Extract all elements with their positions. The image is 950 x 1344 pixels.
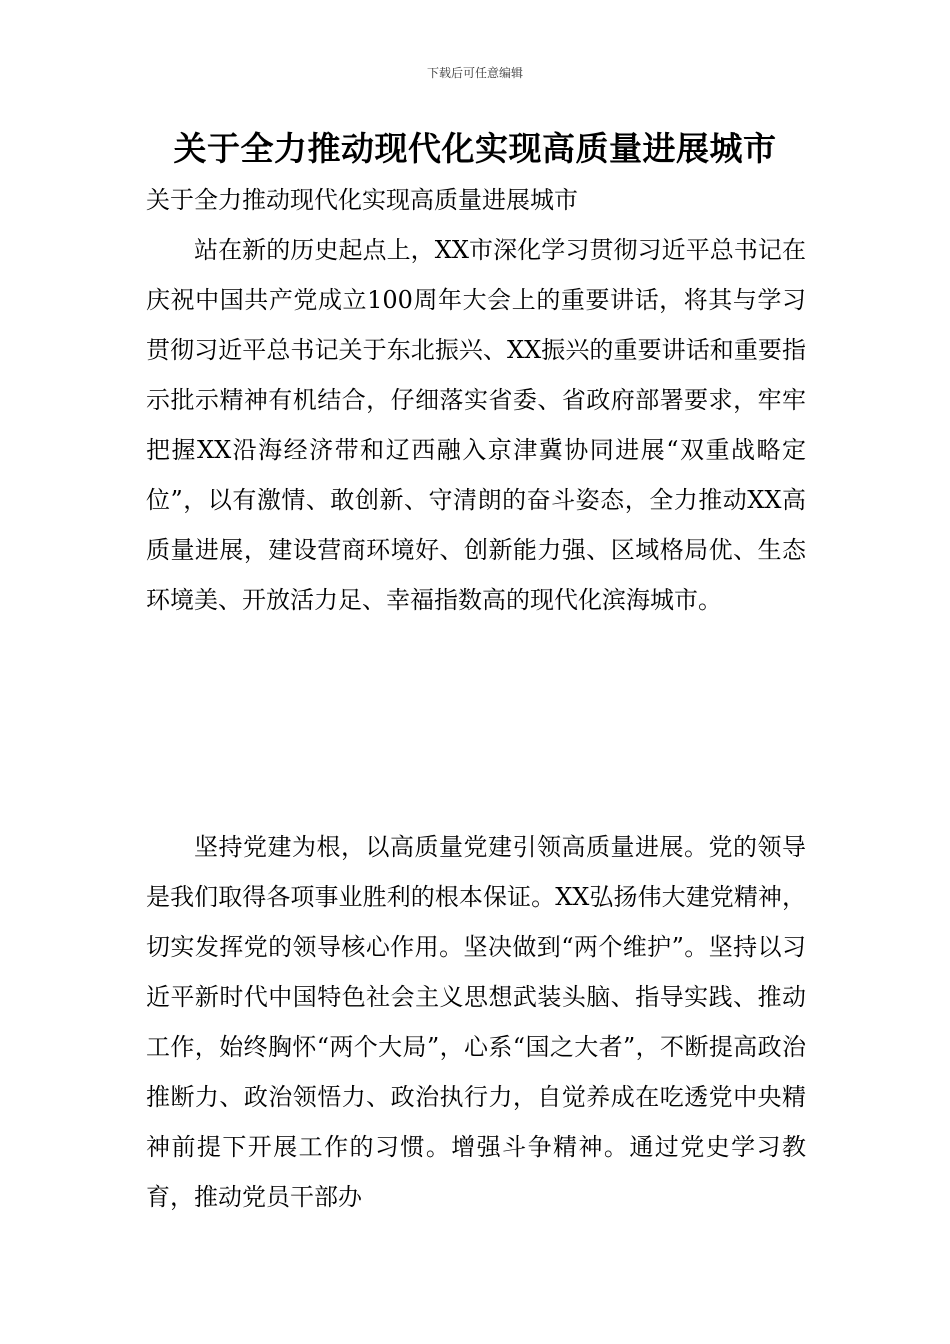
body-paragraph-1: 站在新的历史起点上，XX市深化学习贯彻习近平总书记在庆祝中国共产党成立100周年大会上的重要讲话，将其与学习贯彻习近平总书记关于东北振兴、XX振兴的重要讲话和重要指示批示精神有机结合，仔细落实省委、省政府部署要求，牢牢把握XX沿海经济带和辽西融入京津冀协同进展“双重战略定位”，以有激情、敢创新、守清朗的奋斗姿态，全力推动XX高质量进展，建设营商环境好、创新能力强、区域格局优、生态环境美、开放活力足、幸福指数高的现代化滨海城市。: [146, 236, 806, 614]
header-note: 下载后可任意编辑: [426, 66, 523, 80]
document-subtitle: 关于全力推动现代化实现高质量进展城市: [146, 186, 578, 214]
document-title: 关于全力推动现代化实现高质量进展城市: [173, 129, 777, 168]
body-paragraph-2: 坚持党建为根，以高质量党建引领高质量进展。党的领导是我们取得各项事业胜利的根本保证。XX弘扬伟大建党精神，切实发挥党的领导核心作用。坚决做到“两个维护”。坚持以习近平新时代中国特色社会主义思想武装头脑、指导实践、推动工作，始终胸怀“两个大局”，心系“国之大者”，不断提高政治推断力、政治领悟力、政治执行力，自觉养成在吃透党中央精神前提下开展工作的习惯。增强斗争精神。通过党史学习教育，推动党员干部办: [146, 833, 806, 1211]
